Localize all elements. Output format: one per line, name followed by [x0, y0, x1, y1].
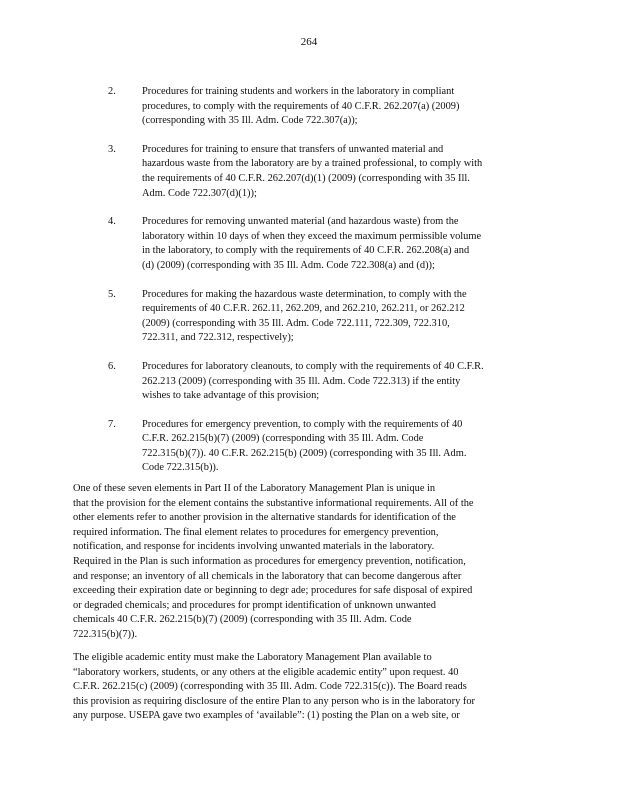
- list-item: [108, 288, 548, 346]
- list-item-number: 2.: [108, 86, 116, 97]
- list-item-text: Procedures for making the hazardous waste determination, to comply with the requirements of 40 C.F.R. 262.11, 262.209, and 262.210, 262.211, or 262.212 (2009) (corresponding with 35 Ill. Adm. Code 722.111, 722.309, 722.310, 722.311, and 722.312, respectively);: [142, 288, 467, 344]
- list-item-text: Procedures for training students and workers in the laboratory in compliant procedures, to comply with the requirements of 40 C.F.R. 262.207(a) (2009) (corresponding with 35 Ill. Adm. Code 722.307(a));: [142, 86, 460, 127]
- procedures-list: [108, 85, 548, 490]
- list-item-text: Procedures for laboratory cleanouts, to comply with the requirements of 40 C.F.R. 262.213 (2009) (corresponding with 35 Ill. Adm. Code 722.313) if the entity wishes to take advantage of this provision;: [142, 360, 484, 402]
- list-item: [108, 143, 548, 201]
- list-item-number: 3.: [108, 143, 116, 155]
- list-item-text: Procedures for emergency prevention, to comply with the requirements of 40 C.F.R. 262.215(b)(7) (2009) (corresponding with 35 Ill. Adm. Code 722.315(b)(7)). 40 C.F.R. 262.215(b) (2009) (corresponding with 35 Ill. Adm. Code 722.315(b)).: [142, 418, 467, 474]
- page-number: 264: [300, 36, 318, 48]
- list-item-number: 6.: [108, 360, 116, 372]
- list-item-text: Procedures for removing unwanted material (and hazardous waste) from the laboratory within 10 days of when they exceed the maximum permissible volume in the laboratory, to comply with the requirements of 40 C.F.R. 262.208(a) and (d) (2009) (corresponding with 35 Ill. Adm. Code 722.308(a) and (d));: [142, 216, 482, 271]
- list-item-text: Procedures for training to ensure that transfers of unwanted material and hazardous waste from the laboratory are by a trained professional, to comply with the requirements of 40 C.F.R. 262.207(d)(1) (2009) (corresponding with 35 Ill. Adm. Code 722.307(d)(1));: [142, 143, 483, 199]
- body-paragraph: One of these seven elements in Part II of the Laboratory Management Plan is unique in that the provision for the element contains the substantive informational requirements. All of the other elements refer to another provision in the alternative standards for identification of the required information. The final element relates to procedures for emergency prevention, notification, and response for incidents involving unwanted materials in the laboratory. Required in the Plan is such information as procedures for emergency prevention, notification, and response; an inventory of all chemicals in the laboratory that can become dangerous after exceeding their expiration date or beginning to degr ade; procedures for safe disposal of expired or degraded chemicals; and procedures for prompt identification of unknown unwanted chemicals 40 C.F.R. 262.215(b)(7) (2009) (corresponding with 35 Ill. Adm. Code 722.315(b)(7)).: [73, 483, 474, 640]
- list-item-number: 7.: [108, 418, 116, 430]
- body-paragraph: The eligible academic entity must make the Laboratory Management Plan available to “laboratory workers, students, or any others at the eligible academic entity” upon request. 40 C.F.R. 262.215(c) (2009) (corresponding with 35 Ill. Adm. Code 722.315(c)). The Board reads this provision as requiring disclosure of the entire Plan to any person who is in the laboratory for any purpose. USEPA gave two examples of ‘available”: (1) posting the Plan on a web site, or: [73, 652, 475, 722]
- list-item: [108, 418, 548, 476]
- list-item: [108, 85, 548, 129]
- list-item-number: 4.: [108, 216, 116, 228]
- list-item: [108, 215, 548, 273]
- list-item: [108, 360, 548, 404]
- list-item-number: 5.: [108, 288, 116, 300]
